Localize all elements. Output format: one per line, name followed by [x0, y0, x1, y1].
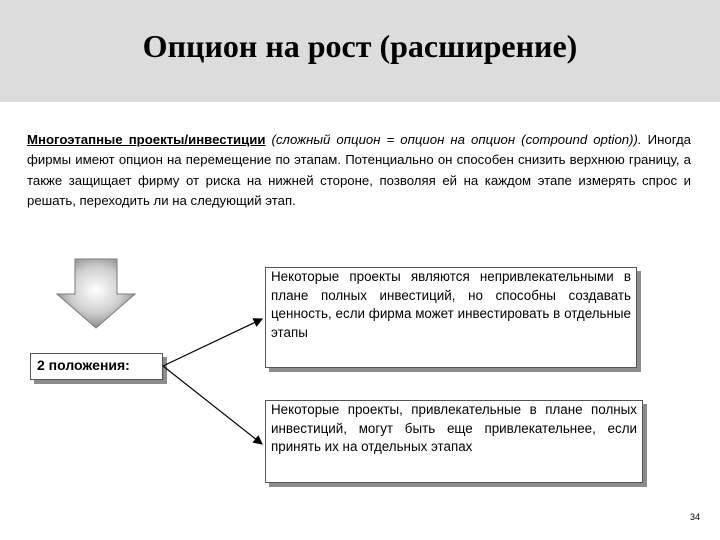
slide-title: Опцион на рост (расширение)	[142, 28, 578, 64]
positions-label-box: 2 положения:	[30, 353, 163, 380]
intro-italic-note: (сложный опцион = опцион на опцион (compound option)).	[271, 132, 642, 147]
outcome-box-2: Некоторые проекты, привлекательные в плане полных инвестиций, могут быть еще привлекательнее, если принять их на отдельных этапах	[265, 400, 643, 483]
outcome-box-1: Некоторые проекты являются непривлекательными в плане полных инвестиций, но способны создавать ценность, если фирма может инвестировать в отдельные этапы	[265, 267, 637, 368]
intro-heading: Многоэтапные проекты/инвестиции	[27, 132, 266, 147]
page-number: 34	[690, 512, 701, 522]
arrow-to-outcome-2	[163, 366, 262, 444]
arrow-to-outcome-1	[163, 319, 262, 366]
intro-body: Иногда фирмы имеют опцион на перемещение по этапам. Потенциально он способен снизить верхнюю границу, а также защищает фирму от риска на нижней стороне, позволяя ей на каждом этапе измерять спрос и решать, переходить ли на следующий этап.	[27, 132, 691, 208]
